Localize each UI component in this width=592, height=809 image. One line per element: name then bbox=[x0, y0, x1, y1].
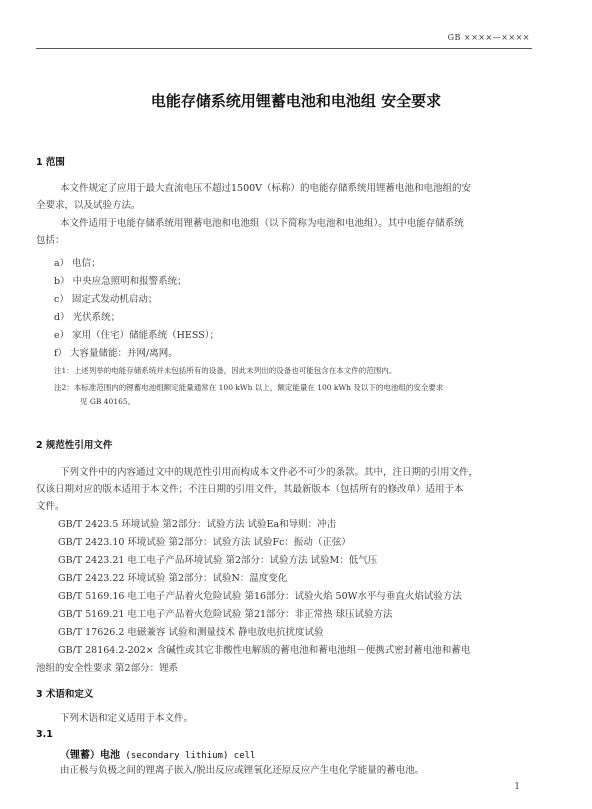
header-rule bbox=[36, 48, 532, 49]
reference-item-long-line-2: 池组的安全性要求 第2部分：锂系 bbox=[36, 663, 179, 674]
scope-note-2-line-1: 注2：本标准范围内的锂蓄电池组额定能量通常在 100 kWh 以上，额定能量在 100 kWh 及以下的电池组的安全要求 bbox=[54, 383, 444, 392]
reference-item: GB/T 2423.21 电工电子产品环境试验 第2部分：试验方法 试验M：低气压 bbox=[58, 555, 378, 566]
term-english: (secondary lithium) cell bbox=[120, 751, 256, 761]
section-2-heading: 2 规范性引用文件 bbox=[36, 440, 113, 451]
scope-item-a: a） 电信； bbox=[54, 258, 101, 269]
refs-para-line-1: 下列文件中的内容通过文中的规范性引用而构成本文件必不可少的条款。其中，注日期的引用文件， bbox=[60, 467, 479, 478]
document-title: 电能存储系统用锂蓄电池和电池组 安全要求 bbox=[150, 92, 442, 110]
standard-code: GB ××××—×××× bbox=[447, 33, 530, 42]
refs-para-line-3: 文件。 bbox=[36, 501, 65, 512]
terms-intro: 下列术语和定义适用于本文件。 bbox=[60, 713, 194, 724]
term-definition: 由正极与负极之间的锂离子嵌入/脱出反应或锂氧化还原反应产生电化学能量的蓄电池。 bbox=[60, 765, 425, 776]
scope-para-1-line-1: 本文件规定了应用于最大直流电压不超过1500V（标称）的电能存储系统用锂蓄电池和电池组的安 bbox=[60, 183, 472, 194]
scope-note-2-line-2: 见 GB 40165。 bbox=[80, 397, 136, 406]
page-number: 1 bbox=[514, 782, 520, 792]
section-1-heading: 1 范围 bbox=[36, 157, 65, 168]
scope-para-2-line-1: 本文件适用于电能存储系统用锂蓄电池和电池组（以下简称为电池和电池组）。其中电能存储系统 bbox=[60, 218, 464, 229]
section-3-heading: 3 术语和定义 bbox=[36, 689, 94, 700]
scope-item-b: b） 中央应急照明和报警系统； bbox=[54, 276, 187, 287]
scope-item-f: f） 大容量储能：并网/离网。 bbox=[54, 348, 178, 359]
scope-para-1-line-2: 全要求，以及试验方法。 bbox=[36, 200, 141, 211]
reference-item: GB/T 2423.5 环境试验 第2部分：试验方法 试验Ea和导则：冲击 bbox=[58, 519, 337, 530]
scope-note-1: 注1：上述列举的电能存储系统并未包括所有的设备，因此未列出的设备也可能包含在本文件的范围内。 bbox=[54, 366, 397, 375]
term-heading bbox=[60, 746, 255, 761]
reference-item: GB/T 2423.22 环境试验 第2部分：试验N：温度变化 bbox=[58, 573, 288, 584]
reference-item: GB/T 17626.2 电磁兼容 试验和测量技术 静电放电抗扰度试验 bbox=[58, 627, 324, 638]
scope-item-c: c） 固定式发动机启动； bbox=[54, 294, 158, 305]
reference-item: GB/T 5169.21 电工电子产品着火危险试验 第21部分：非正常热 球压试验方法 bbox=[58, 609, 393, 620]
reference-item: GB/T 5169.16 电工电子产品着火危险试验 第16部分：试验火焰 50W水平与垂直火焰试验方法 bbox=[58, 591, 462, 602]
reference-item-long-line-1: GB/T 28164.2-202× 含碱性或其它非酸性电解质的蓄电池和蓄电池组－便携式密封蓄电池和蓄电 bbox=[58, 645, 471, 656]
clause-number: 3.1 bbox=[36, 729, 53, 740]
scope-para-2-line-2: 包括： bbox=[36, 235, 65, 246]
reference-item: GB/T 2423.10 环境试验 第2部分：试验方法 试验Fc：振动（正弦） bbox=[58, 537, 351, 548]
scope-item-d: d） 光伏系统； bbox=[54, 312, 121, 323]
term-chinese: （锂蓄）电池 bbox=[60, 750, 120, 761]
scope-item-e: e） 家用（住宅）储能系统（HESS）； bbox=[54, 330, 219, 341]
refs-para-line-2: 仅该日期对应的版本适用于本文件；不注日期的引用文件，其最新版本（包括所有的修改单）适用于本 bbox=[36, 484, 464, 495]
